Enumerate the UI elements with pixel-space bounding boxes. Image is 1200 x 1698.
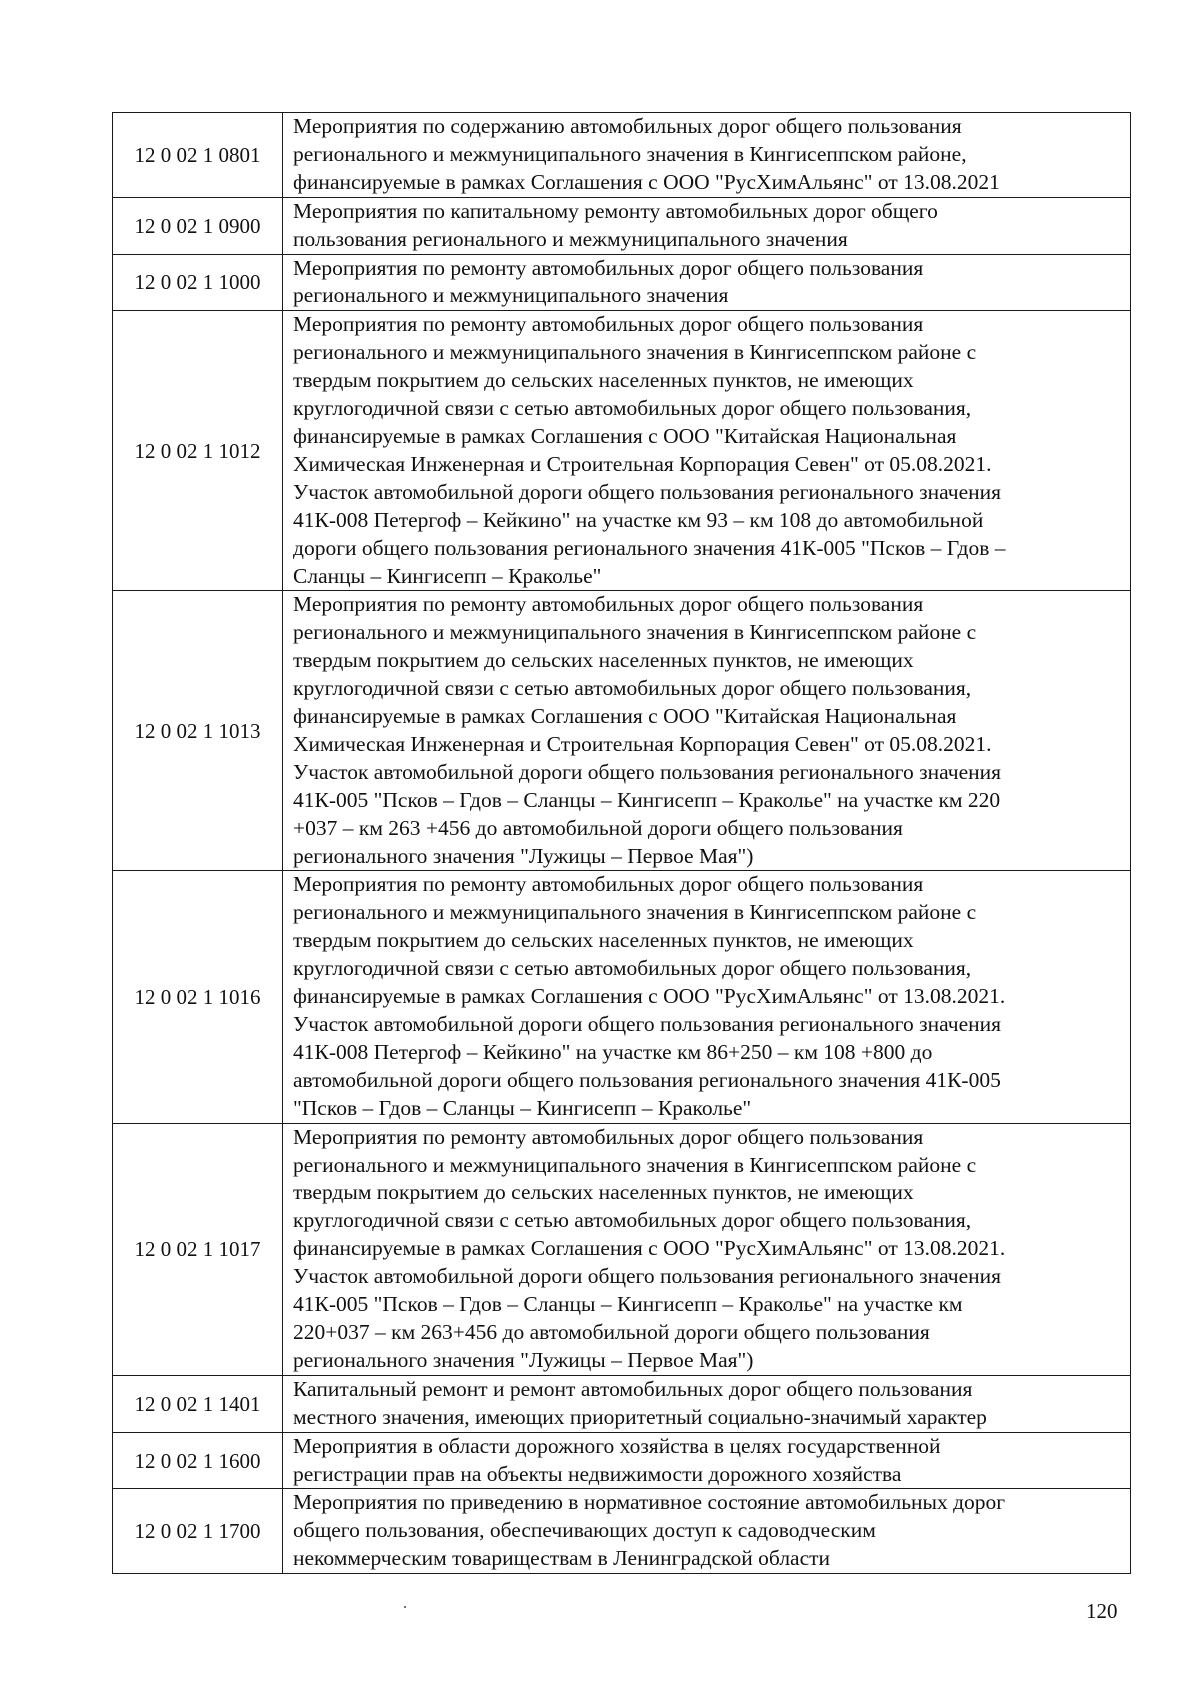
classification-code: 12 0 02 1 1016: [113, 871, 283, 1123]
table-row: [113, 591, 1131, 871]
description-line: твердым покрытием до сельских населенных пунктов, не имеющих: [293, 928, 914, 953]
classification-code: 12 0 02 1 1017: [113, 1123, 283, 1375]
scan-speck: [404, 1606, 406, 1608]
expense-description: [283, 871, 1131, 1123]
table-row: [113, 1489, 1131, 1574]
description-line: 41К-008 Петергоф – Кейкино" на участке км 86+250 – км 108 +800 до: [293, 1039, 933, 1064]
classification-code: 12 0 02 1 1401: [113, 1375, 283, 1432]
description-line: регионального и межмуниципального значения в Кингисеппском районе с: [293, 1152, 977, 1177]
description-line: финансируемые в рамках Соглашения с ООО "РусХимАльянс" от 13.08.2021.: [293, 1236, 1006, 1261]
description-line: Капитальный ремонт и ремонт автомобильных дорог общего пользования: [293, 1376, 973, 1401]
description-line: пользования регионального и межмуниципального значения: [293, 226, 848, 251]
classification-code: 12 0 02 1 0900: [113, 197, 283, 254]
table-row: [113, 871, 1131, 1123]
description-line: круглогодичной связи с сетью автомобильных дорог общего пользования,: [293, 1208, 972, 1233]
description-line: +037 – км 263 +456 до автомобильной дороги общего пользования: [293, 815, 903, 840]
table-row: [113, 1432, 1131, 1489]
description-line: 220+037 – км 263+456 до автомобильной дороги общего пользования: [293, 1319, 930, 1344]
classification-code: 12 0 02 1 1013: [113, 591, 283, 871]
description-line: Мероприятия по капитальному ремонту автомобильных дорог общего: [293, 198, 938, 223]
description-line: местного значения, имеющих приоритетный социально-значимый характер: [293, 1404, 987, 1429]
expense-description: [283, 311, 1131, 591]
description-line: Сланцы – Кингисепп – Краколье": [293, 563, 602, 588]
description-line: твердым покрытием до сельских населенных пунктов, не имеющих: [293, 648, 914, 673]
description-line: автомобильной дороги общего пользования регионального значения 41К-005: [293, 1067, 1001, 1092]
description-line: Участок автомобильной дороги общего пользования регионального значения: [293, 479, 1002, 504]
description-line: финансируемые в рамках Соглашения с ООО "Китайская Национальная: [293, 704, 957, 729]
classification-code: 12 0 02 1 1600: [113, 1432, 283, 1489]
classification-code: 12 0 02 1 1700: [113, 1489, 283, 1574]
description-line: финансируемые в рамках Соглашения с ООО "РусХимАльянс" от 13.08.2021.: [293, 984, 1006, 1009]
expense-description: [283, 197, 1131, 254]
description-line: 41К-008 Петергоф – Кейкино" на участке км 93 – км 108 до автомобильной: [293, 507, 984, 532]
page-number: 120: [1086, 1599, 1118, 1623]
description-line: регионального и межмуниципального значения: [293, 283, 729, 308]
expense-description: [283, 1432, 1131, 1489]
description-line: регионального и межмуниципального значения в Кингисеппском районе с: [293, 340, 977, 365]
classification-code: 12 0 02 1 1012: [113, 311, 283, 591]
description-line: Мероприятия по ремонту автомобильных дорог общего пользования: [293, 872, 924, 897]
description-line: финансируемые в рамках Соглашения с ООО "Китайская Национальная: [293, 423, 957, 448]
description-line: Мероприятия по содержанию автомобильных дорог общего пользования: [293, 114, 962, 138]
description-line: Химическая Инженерная и Строительная Корпорация Севен" от 05.08.2021.: [293, 451, 992, 476]
description-line: круглогодичной связи с сетью автомобильных дорог общего пользования,: [293, 396, 972, 421]
table-row: [113, 197, 1131, 254]
expense-description: [283, 1123, 1131, 1375]
description-line: круглогодичной связи с сетью автомобильных дорог общего пользования,: [293, 956, 972, 981]
expense-description: [283, 113, 1131, 198]
description-line: регионального и межмуниципального значения в Кингисеппском районе,: [293, 141, 967, 166]
description-line: Участок автомобильной дороги общего пользования регионального значения: [293, 1264, 1002, 1289]
description-line: финансируемые в рамках Соглашения с ООО "РусХимАльянс" от 13.08.2021: [293, 169, 1000, 194]
description-line: твердым покрытием до сельских населенных пунктов, не имеющих: [293, 368, 914, 393]
description-line: общего пользования, обеспечивающих доступ к садоводческим: [293, 1518, 876, 1543]
description-line: Мероприятия по ремонту автомобильных дорог общего пользования: [293, 592, 924, 617]
description-line: регионального и межмуниципального значения в Кингисеппском районе с: [293, 620, 977, 645]
description-line: дороги общего пользования регионального значения 41К-005 "Псков – Гдов –: [293, 535, 1006, 560]
description-line: регионального значения "Лужицы – Первое Мая"): [293, 1347, 754, 1372]
classification-code: 12 0 02 1 1000: [113, 254, 283, 311]
table-row: [113, 1123, 1131, 1375]
description-line: некоммерческим товариществам в Ленинградской области: [293, 1546, 831, 1571]
description-line: Мероприятия по приведению в нормативное состояние автомобильных дорог: [293, 1490, 1006, 1515]
expense-description: [283, 591, 1131, 871]
description-line: Мероприятия в области дорожного хозяйства в целях государственной: [293, 1433, 941, 1458]
description-line: регионального и межмуниципального значения в Кингисеппском районе с: [293, 900, 977, 925]
table-body: [113, 113, 1131, 1574]
table-row: [113, 1375, 1131, 1432]
description-line: "Псков – Гдов – Сланцы – Кингисепп – Краколье": [293, 1095, 752, 1120]
expense-description: [283, 254, 1131, 311]
description-line: Мероприятия по ремонту автомобильных дорог общего пользования: [293, 312, 924, 337]
description-line: Мероприятия по ремонту автомобильных дорог общего пользования: [293, 255, 924, 280]
classification-code: 12 0 02 1 0801: [113, 113, 283, 198]
description-line: Мероприятия по ремонту автомобильных дорог общего пользования: [293, 1124, 924, 1149]
description-line: 41К-005 "Псков – Гдов – Сланцы – Кингисепп – Краколье" на участке км 220: [293, 787, 1001, 812]
table-row: [113, 113, 1131, 198]
description-line: 41К-005 "Псков – Гдов – Сланцы – Кингисепп – Краколье" на участке км: [293, 1292, 963, 1317]
description-line: круглогодичной связи с сетью автомобильных дорог общего пользования,: [293, 676, 972, 701]
expense-description: [283, 1489, 1131, 1574]
description-line: Химическая Инженерная и Строительная Корпорация Севен" от 05.08.2021.: [293, 731, 992, 756]
table-row: [113, 254, 1131, 311]
description-line: Участок автомобильной дороги общего пользования регионального значения: [293, 1012, 1002, 1036]
table-row: [113, 311, 1131, 591]
description-line: Участок автомобильной дороги общего пользования регионального значения: [293, 759, 1002, 784]
description-line: регистрации прав на объекты недвижимости дорожного хозяйства: [293, 1461, 902, 1486]
budget-classification-table: [112, 112, 1131, 1574]
description-line: регионального значения "Лужицы – Первое Мая"): [293, 843, 754, 868]
description-line: твердым покрытием до сельских населенных пунктов, не имеющих: [293, 1180, 914, 1205]
expense-description: [283, 1375, 1131, 1432]
